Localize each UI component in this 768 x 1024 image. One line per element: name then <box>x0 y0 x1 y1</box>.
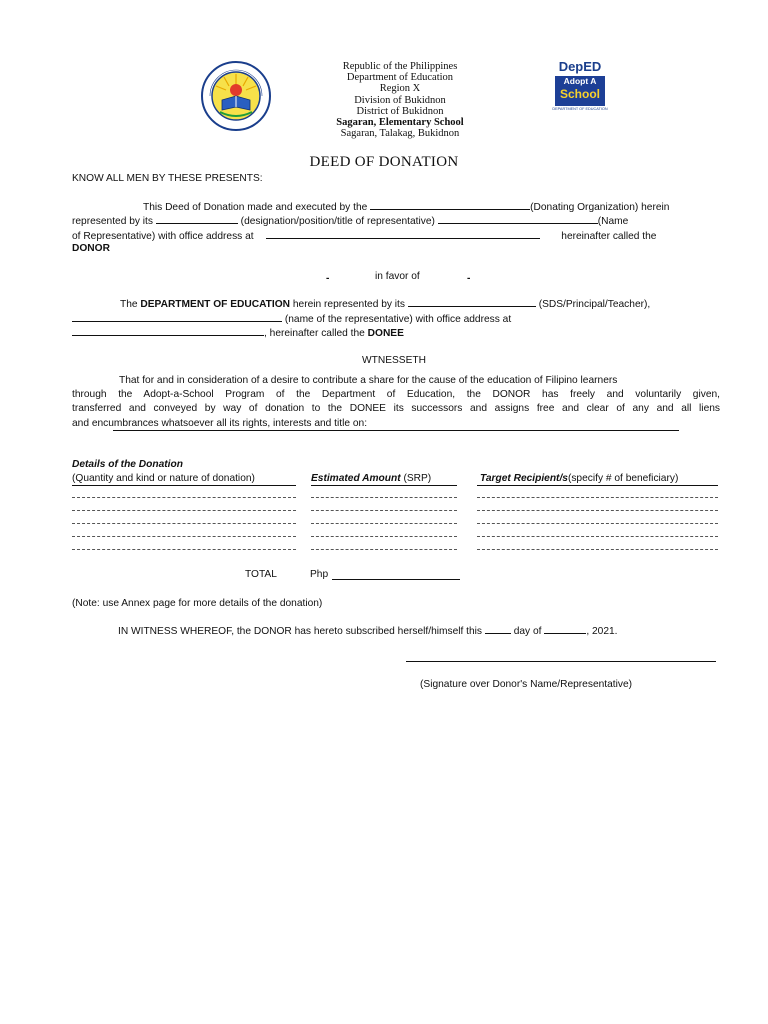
document-title: DEED OF DONATION <box>309 154 459 170</box>
witnesseth-heading: WTNESSETH <box>362 355 426 366</box>
para2-text-f: , hereinafter called the <box>264 328 365 339</box>
witness-text-b: day of <box>513 626 542 637</box>
details-col2-header <box>311 472 431 485</box>
para1-text-b: (Donating Organization) herein <box>530 202 670 213</box>
day-blank[interactable] <box>485 623 511 634</box>
para3-line3: transferred and conveyed by way of donation to the DONEE its successors and assigns free and clear of any and all liens <box>72 403 720 414</box>
para1-line2 <box>72 213 720 228</box>
para3-line1: That for and in consideration of a desire to contribute a share for the cause of the education of Filipino learners <box>119 375 618 386</box>
para3-line2: through the Adopt-a-School Program of the Department of Education, the DONOR has freely and voluntarily given, <box>72 389 720 400</box>
total-amount-blank[interactable] <box>332 579 460 580</box>
donee-label: DONEE <box>367 328 404 339</box>
donee-representative-title-blank[interactable] <box>408 296 536 307</box>
signature-line[interactable] <box>406 661 716 662</box>
property-description-line[interactable] <box>113 430 679 431</box>
month-blank[interactable] <box>544 623 586 634</box>
estimated-amount-label: Estimated Amount <box>311 473 401 484</box>
para1-text-e: (Name <box>597 216 629 227</box>
para2-text-c: herein represented by its <box>292 299 405 310</box>
letterhead <box>250 61 550 139</box>
details-row-col1[interactable] <box>72 549 296 550</box>
details-heading: Details of the Donation <box>72 459 183 470</box>
para1-line3 <box>72 228 656 243</box>
para2-text-e: (name of the representative) with office address at <box>284 314 512 325</box>
designation-blank[interactable] <box>156 213 238 224</box>
beneficiary-label: (specify # of beneficiary) <box>567 473 679 484</box>
details-col2-rule <box>311 485 457 486</box>
details-col3-header <box>480 472 678 485</box>
details-row-col1[interactable] <box>72 510 296 511</box>
para1-text-g: hereinafter called the <box>561 231 657 242</box>
para1-text-d: (designation/position/title of representative) <box>240 216 435 227</box>
donee-representative-name-blank[interactable] <box>72 311 282 322</box>
badge-subtext: DEPARTMENT OF EDUCATION <box>552 107 608 111</box>
witness-whereof-line <box>118 623 617 638</box>
details-row-col2[interactable] <box>311 536 457 537</box>
header-line-region: Region X <box>379 83 421 95</box>
details-row-col2[interactable] <box>311 549 457 550</box>
witness-text-a: IN WITNESS WHEREOF, the DONOR has hereto subscribed herself/himself this <box>118 626 483 637</box>
deped-brand-text: DepED <box>558 59 602 74</box>
header-line-department: Department of Education <box>346 72 454 84</box>
details-row-col3[interactable] <box>477 549 718 550</box>
header-school-address: Sagaran, Talakag, Bukidnon <box>340 128 460 140</box>
para1-text-a: This Deed of Donation made and executed by the <box>143 202 368 213</box>
badge-line2: School <box>559 87 600 101</box>
donating-organization-blank[interactable] <box>370 199 530 210</box>
favor-dash-right: - <box>467 273 471 284</box>
details-col1-header: (Quantity and kind or nature of donation) <box>72 473 255 484</box>
para2-line1 <box>120 296 650 311</box>
total-currency: Php <box>310 569 329 580</box>
total-label: TOTAL <box>245 569 277 580</box>
para2-line3 <box>72 325 404 340</box>
department-of-education-label: DEPARTMENT OF EDUCATION <box>140 299 291 310</box>
para3-line4: and encumbrances whatsoever all its rights, interests and title on: <box>72 418 368 429</box>
in-favor-of-text: in favor of <box>375 271 420 282</box>
para1-text-f: of Representative) with office address at <box>72 231 254 242</box>
adopt-a-school-badge <box>555 76 605 106</box>
witness-text-c: , 2021. <box>586 626 618 637</box>
header-line-republic: Republic of the Philippines <box>342 61 458 72</box>
donor-label: DONOR <box>72 243 110 254</box>
details-row-col2[interactable] <box>311 510 457 511</box>
details-row-col3[interactable] <box>477 497 718 498</box>
para2-line2 <box>72 311 511 326</box>
srp-label: (SRP) <box>400 473 432 484</box>
details-row-col1[interactable] <box>72 523 296 524</box>
representative-name-blank[interactable] <box>438 213 598 224</box>
header-school-name: Sagaran, Elementary School <box>336 117 464 129</box>
para2-text-d: (SDS/Principal/Teacher), <box>538 299 651 310</box>
signature-label: (Signature over Donor's Name/Representative) <box>420 679 633 690</box>
details-row-col3[interactable] <box>477 510 718 511</box>
target-recipients-label: Target Recipient/s <box>480 473 568 484</box>
header-line-division: Division of Bukidnon <box>354 94 446 106</box>
donee-office-address-blank[interactable] <box>72 325 264 336</box>
favor-dash-left: - <box>326 273 330 284</box>
header-line-district: District of Bukidnon <box>356 105 444 117</box>
para1-text-c: represented by its <box>72 216 153 227</box>
details-row-col3[interactable] <box>477 523 718 524</box>
details-col3-rule <box>477 485 718 486</box>
details-row-col2[interactable] <box>311 497 457 498</box>
details-row-col1[interactable] <box>72 536 296 537</box>
intro-line: KNOW ALL MEN BY THESE PRESENTS: <box>72 173 263 184</box>
details-row-col2[interactable] <box>311 523 457 524</box>
details-row-col3[interactable] <box>477 536 718 537</box>
donor-office-address-blank[interactable] <box>266 228 540 239</box>
details-col1-rule <box>72 485 296 486</box>
details-row-col1[interactable] <box>72 497 296 498</box>
annex-note: (Note: use Annex page for more details of the donation) <box>72 598 323 609</box>
para1-line1 <box>143 199 669 214</box>
badge-line1: Adopt A <box>563 76 597 86</box>
para2-text-a: The <box>120 299 138 310</box>
adopt-a-school-logo <box>548 60 612 116</box>
